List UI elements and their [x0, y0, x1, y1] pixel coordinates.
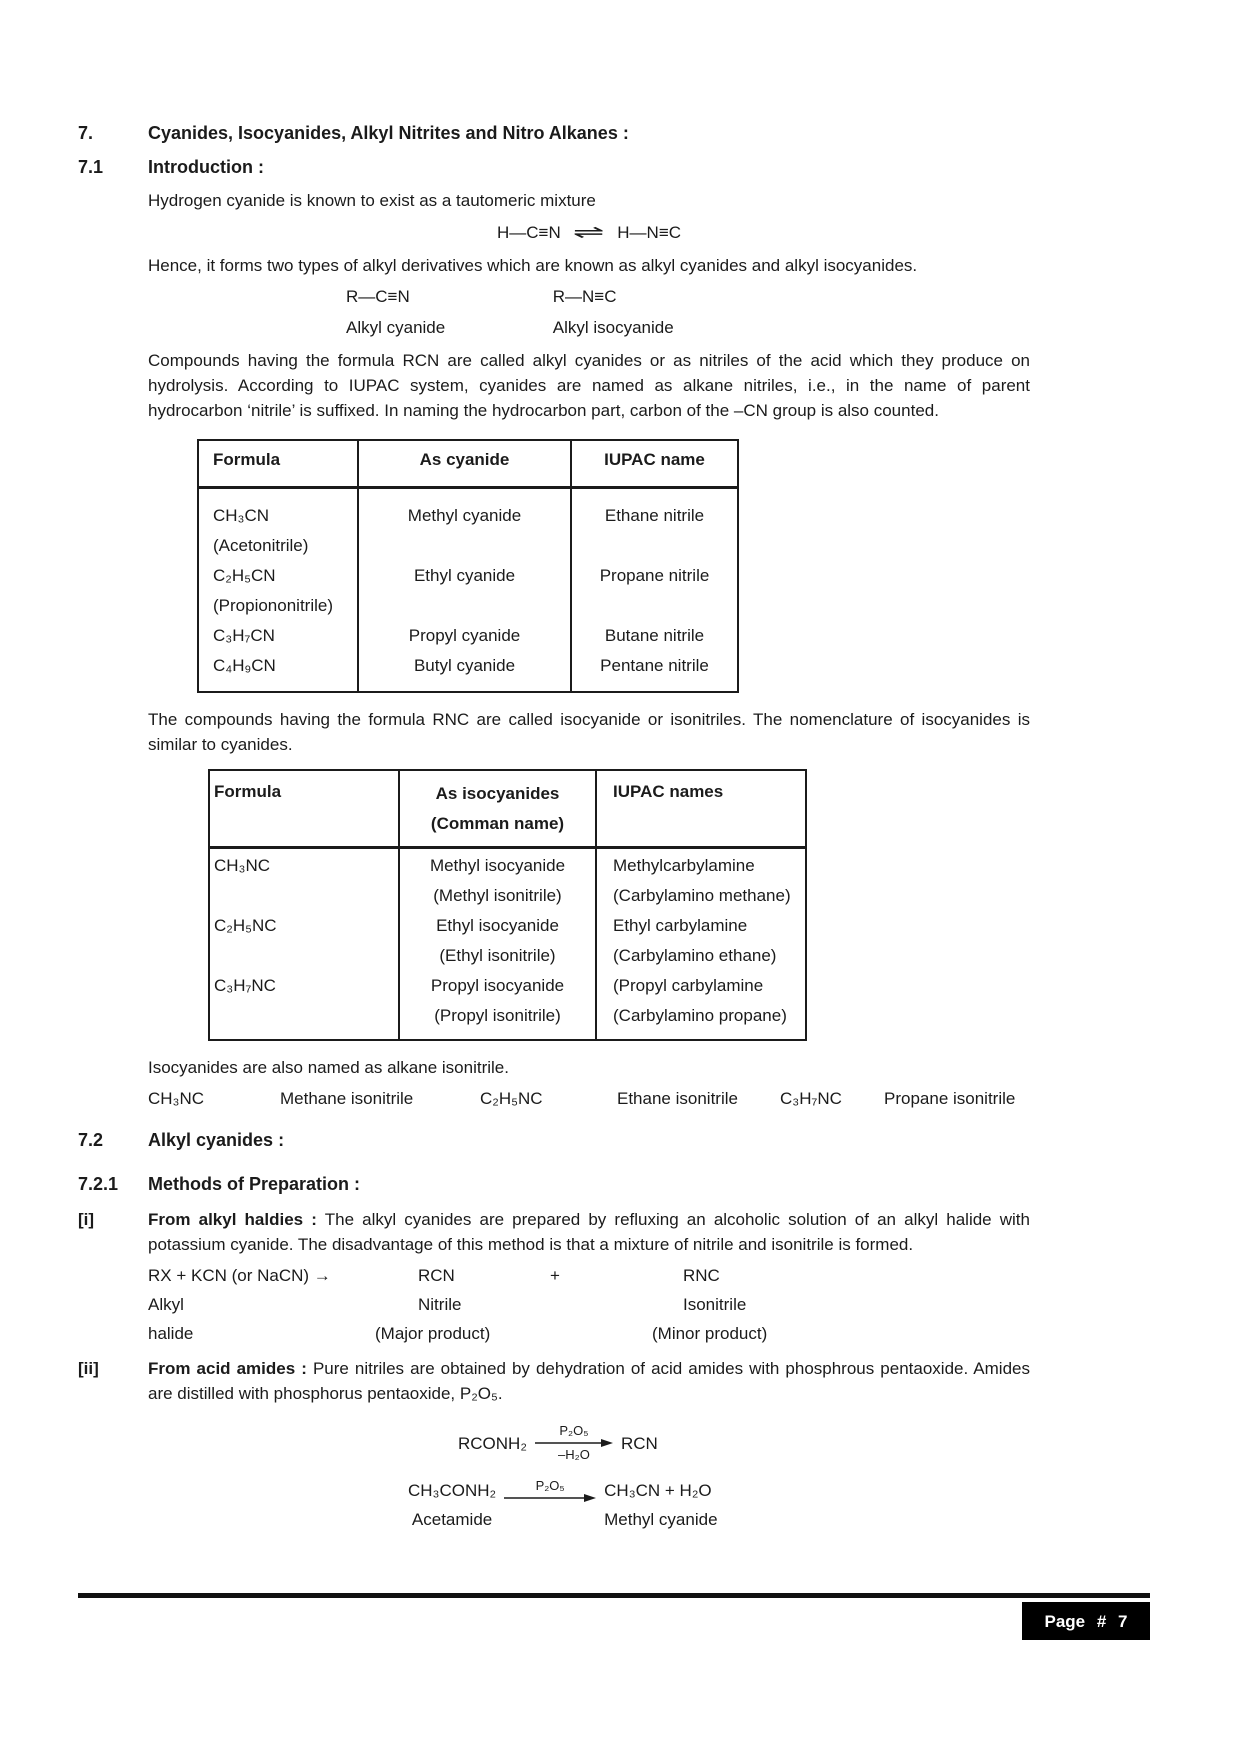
section-7-2-1-heading	[78, 1169, 1030, 1199]
spacer	[360, 591, 569, 621]
section-7-heading	[78, 118, 1030, 148]
product-rnc: RNC	[683, 1266, 720, 1285]
formula-cell: C₃H₇NC	[214, 976, 276, 995]
cyanide-table-body	[198, 488, 738, 693]
spacer	[214, 1001, 397, 1031]
arrow-label-top: P₂O₅	[535, 1477, 565, 1493]
cyanide-table-header-row	[198, 440, 738, 488]
isonitrile-name-cell: (Ethyl isonitrile)	[439, 946, 556, 965]
formula: C₃H₇NC	[780, 1089, 842, 1108]
method-i-lead: From alkyl haldies :	[148, 1210, 317, 1229]
rcn-paragraph: Compounds having the formula RCN are called alkyl cyanides or as nitriles of the acid which they produce on hydrolysis. According to IUPAC system, cyanides are named as alkane nitriles, i.e., in the name of parent hydrocarbon ‘nitrile’ is suffixed. In naming the hydrocarbon part, carbon of the –CN group is also counted.	[148, 351, 1030, 420]
isonitrile-name: Propane isonitrile	[884, 1089, 1016, 1108]
formula-cell: C₃H₇CN	[213, 626, 275, 645]
arrow-label-top: P₂O₅	[559, 1423, 589, 1438]
formula-cell: C₄H₉CN	[213, 656, 276, 675]
section-title: Introduction :	[148, 157, 264, 177]
spacer	[573, 591, 736, 621]
iupac-name-cell: Butane nitrile	[604, 626, 705, 645]
alkyl-cyanide-formula: R—C≡N	[346, 287, 410, 306]
as-cyanide-column	[358, 488, 571, 693]
spacer	[573, 531, 736, 561]
iupac-common-cell: (Carbylamino propane)	[613, 1006, 787, 1025]
alkyl-formula-row	[148, 282, 1030, 311]
header-as-isocyanides	[399, 770, 596, 848]
plus-sign: +	[550, 1266, 560, 1285]
formula-column	[198, 488, 358, 693]
alkyl-cyanide-label: Alkyl cyanide	[346, 318, 446, 337]
product-rcn: RCN	[418, 1266, 455, 1285]
cyanide-table	[197, 439, 739, 693]
reaction-lhs: RX + KCN (or NaCN) →	[148, 1266, 331, 1285]
iupac-name-cell: Propane nitrile	[599, 566, 710, 585]
cyanide-name-cell: Butyl cyanide	[413, 656, 516, 675]
hence-paragraph: Hence, it forms two types of alkyl derivatives which are known as alkyl cyanides and alkyl isocyanides.	[148, 256, 918, 275]
arrow-label-bottom: –H₂O	[558, 1447, 590, 1462]
section-title: Methods of Preparation :	[148, 1174, 361, 1194]
formula-cell: CH₃NC	[214, 856, 271, 875]
dehydration-reaction-example	[408, 1478, 1030, 1534]
reactant-acetamide-formula: CH₃CONH₂	[408, 1481, 497, 1500]
label-acetamide: Acetamide	[411, 1510, 493, 1529]
header-formula: Formula	[209, 770, 399, 848]
section-7-1-heading	[78, 152, 1030, 182]
isonitrile-name: Methane isonitrile	[280, 1089, 414, 1108]
iupac-name-cell: Ethane nitrile	[604, 506, 705, 525]
method-i-block	[78, 1207, 1030, 1257]
method-number: [ii]	[78, 1359, 99, 1378]
isonitrile-name-cell: (Methyl isonitrile)	[433, 886, 562, 905]
equilibrium-arrows-icon: ⇌	[573, 222, 605, 242]
right-arrow-icon	[504, 1493, 596, 1503]
reaction-label-row-1	[148, 1290, 1030, 1319]
product-formula: CH₃CN + H₂O	[604, 1481, 712, 1500]
label-halide: halide	[148, 1324, 194, 1343]
formula-column	[209, 848, 399, 1041]
method-i-text: The alkyl cyanides are prepared by refluxing an alcoholic solution of an alkyl halide with potassium cyanide. The disadvantage of this method is that a mixture of nitrile and isonitrile is formed.	[148, 1210, 1030, 1254]
rnc-paragraph: The compounds having the formula RNC are called isocyanide or isonitriles. The nomenclature of isocyanides is similar to cyanides.	[148, 710, 1030, 754]
header-line: As isocyanides	[435, 784, 560, 803]
method-number: [i]	[78, 1210, 95, 1229]
label-alkyl: Alkyl	[148, 1295, 184, 1314]
spacer	[360, 531, 569, 561]
formula: CH₃NC	[148, 1089, 205, 1108]
cyanide-name-cell: Methyl cyanide	[407, 506, 522, 525]
iupac-common-cell: (Carbylamino methane)	[613, 886, 791, 905]
footer-rule	[78, 1593, 1150, 1598]
formula: C₂H₅NC	[480, 1089, 543, 1108]
iupac-common-cell: (Carbylamino ethane)	[613, 946, 777, 965]
reaction-arrow	[535, 1424, 613, 1462]
spacer	[214, 941, 397, 971]
page-number-badge: Page # 7	[1022, 1602, 1150, 1640]
isocyanide-table	[208, 769, 807, 1041]
isocyanide-name-cell: Propyl isocyanide	[430, 976, 565, 995]
intro-paragraph: Hydrogen cyanide is known to exist as a tautomeric mixture	[148, 191, 596, 210]
common-name-cell: (Acetonitrile)	[213, 536, 309, 555]
reaction-label-row-2	[148, 1319, 1030, 1348]
header-iupac-names: IUPAC names	[596, 770, 806, 848]
page-content	[78, 118, 1030, 1534]
label-nitrile: Nitrile	[418, 1295, 462, 1314]
formula-cell: C₂H₅CN	[213, 566, 276, 585]
method-ii-text: Pure nitriles are obtained by dehydration of acid amides with phosphrous pentaoxide. Amides are distilled with phosphorus pentaoxide, P₂O₅.	[148, 1359, 1030, 1403]
product-rcn: RCN	[620, 1433, 658, 1453]
reaction-arrow	[504, 1479, 596, 1503]
iupac-name-cell: Pentane nitrile	[600, 656, 709, 675]
spacer	[214, 881, 397, 911]
method-ii-paragraph	[148, 1356, 1030, 1406]
iupac-names-column	[596, 848, 806, 1041]
label-isonitrile: Isonitrile	[683, 1295, 747, 1314]
isocyanide-name-cell: Methyl isocyanide	[429, 856, 566, 875]
iupac-name-column	[571, 488, 738, 693]
isonitrile-name: Ethane isonitrile	[617, 1089, 738, 1108]
alkyl-isocyanide-label: Alkyl isocyanide	[552, 318, 674, 337]
label-major-product: (Major product)	[375, 1324, 491, 1343]
isocyanide-table-header-row	[209, 770, 806, 848]
method-i-paragraph	[148, 1207, 1030, 1257]
section-title: Cyanides, Isocyanides, Alkyl Nitrites and Nitro Alkanes :	[148, 123, 629, 143]
header-line: (Comman name)	[430, 814, 565, 833]
label-methyl-cyanide: Methyl cyanide	[604, 1510, 718, 1529]
isocyanide-name-cell: Ethyl isocyanide	[436, 916, 559, 935]
iupac-name-cell: Methylcarbylamine	[613, 856, 755, 875]
section-number: 7.2.1	[78, 1174, 119, 1194]
header-formula: Formula	[198, 440, 358, 488]
isonitrile-example-row	[148, 1084, 1030, 1113]
label-minor-product: (Minor product)	[652, 1324, 768, 1343]
section-number: 7.2	[78, 1130, 104, 1150]
alkyl-label-row	[148, 313, 1030, 342]
header-as-cyanide: As cyanide	[358, 440, 571, 488]
isonitrile-name-cell: (Propyl isonitrile)	[434, 1006, 561, 1025]
isonitrile-note: Isocyanides are also named as alkane isonitrile.	[148, 1058, 509, 1077]
hnc-formula: H—N≡C	[617, 223, 682, 242]
formula-cell: C₂H₅NC	[214, 916, 277, 935]
section-number: 7.1	[78, 157, 104, 177]
iupac-name-cell: (Propyl carbylamine	[613, 976, 764, 995]
header-iupac-name: IUPAC name	[571, 440, 738, 488]
section-title: Alkyl cyanides :	[148, 1130, 285, 1150]
section-7-2-heading	[78, 1125, 1030, 1155]
as-isocyanide-column	[399, 848, 596, 1041]
cyanide-name-cell: Propyl cyanide	[408, 626, 521, 645]
tautomer-equation	[148, 217, 1030, 248]
halide-reaction-row	[148, 1261, 1030, 1290]
formula-cell: CH₃CN	[213, 506, 270, 525]
reactant-rconh2: RCONH₂	[458, 1433, 527, 1453]
dehydration-reaction-general	[458, 1424, 1030, 1462]
method-ii-block	[78, 1356, 1030, 1406]
alkyl-isocyanide-formula: R—N≡C	[552, 287, 617, 306]
common-name-cell: (Propiononitrile)	[213, 596, 333, 615]
iupac-name-cell: Ethyl carbylamine	[613, 916, 748, 935]
hcn-formula: H—C≡N	[496, 223, 561, 242]
method-ii-lead: From acid amides :	[148, 1359, 307, 1378]
section-number: 7.	[78, 123, 94, 143]
isocyanide-table-body	[209, 848, 806, 1041]
cyanide-name-cell: Ethyl cyanide	[413, 566, 516, 585]
